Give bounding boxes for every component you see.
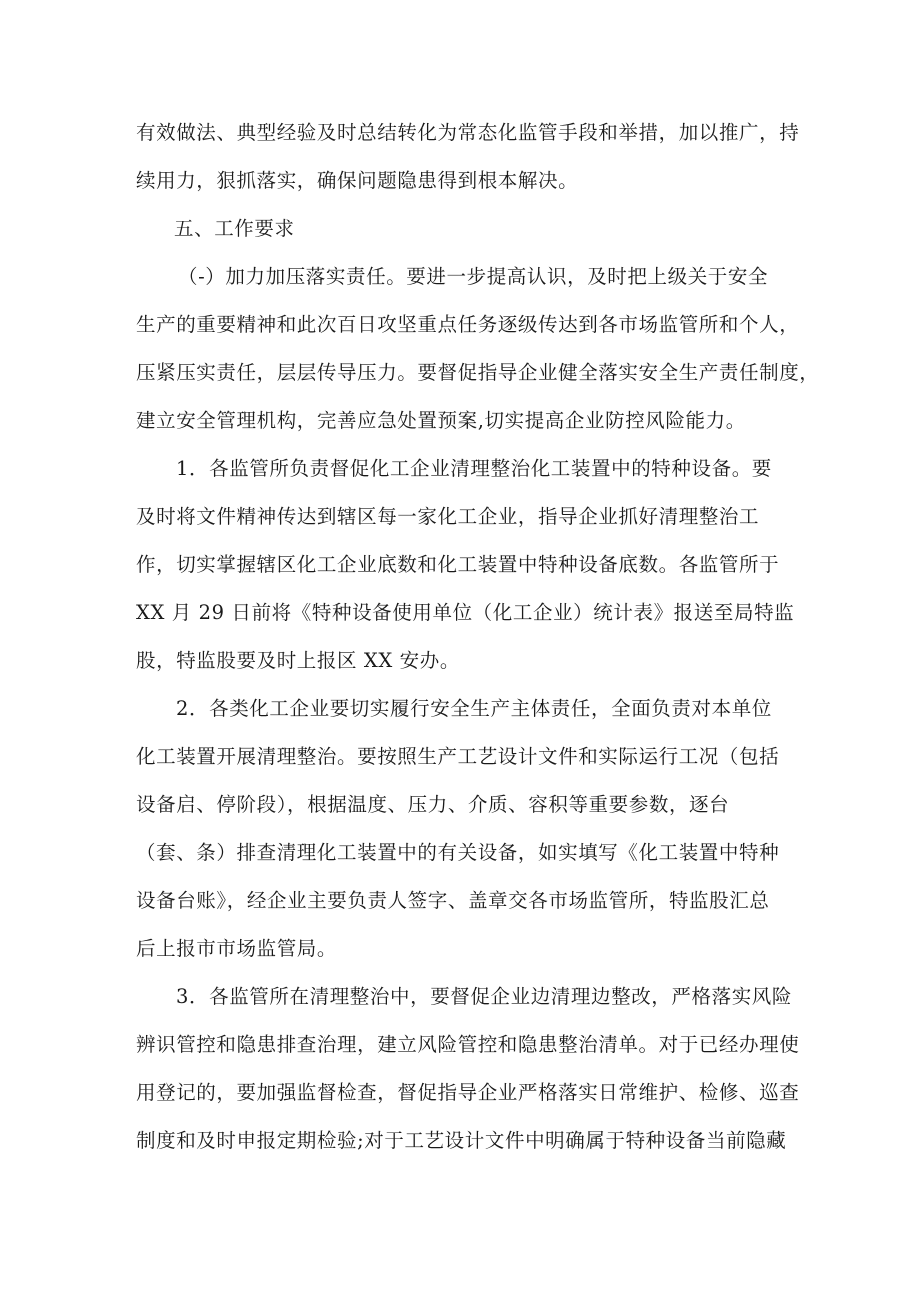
- text-line: 及时将文件精神传达到辖区每一家化工企业，指导企业抓好清理整治工: [136, 505, 760, 528]
- text-line: 3．各监管所在清理整治中，要督促企业边清理边整改，严格落实风险: [176, 985, 793, 1008]
- text-line: 后上报市市场监管局。: [136, 937, 338, 960]
- text-line: 设备台账》，经企业主要负责人签字、盖章交各市场监管所，特监股汇总: [136, 889, 770, 912]
- text-line: 续用力，狠抓落实，确保问题隐患得到根本解决。: [136, 169, 579, 192]
- text-line: （-）加力加压落实责任。要进一步提高认识，及时把上级关于安全: [178, 265, 769, 288]
- text-line: 用登记的，要加强监督检查，督促指导企业严格落实日常维护、检修、巡查: [136, 1081, 800, 1104]
- text-line: 建立安全管理机构，完善应急处置预案,切实提高企业防控风险能力。: [136, 409, 746, 432]
- text-line: XX 月 29 日前将《特种设备使用单位（化工企业）统计表》报送至局特监: [136, 601, 795, 624]
- text-line: （套、条）排查清理化工装置中的有关设备，如实填写《化工装置中特种: [136, 841, 780, 864]
- text-line: 2．各类化工企业要切实履行安全生产主体责任，全面负责对本单位: [176, 697, 772, 720]
- text-line: 股，特监股要及时上报区 XX 安办。: [136, 649, 460, 672]
- text-line: 设备启、停阶段），根据温度、压力、介质、容积等重要参数，逐台: [136, 793, 730, 816]
- text-line: 制度和及时申报定期检验;对于工艺设计文件中明确属于特种设备当前隐藏: [136, 1129, 787, 1152]
- text-line: 1．各监管所负责督促化工企业清理整治化工装置中的特种设备。要: [176, 457, 772, 480]
- text-line: 压紧压实责任，层层传导压力。要督促指导企业健全落实安全生产责任制度，: [136, 361, 820, 384]
- text-line: 作，切实掌握辖区化工企业底数和化工装置中特种设备底数。各监管所于: [136, 553, 780, 576]
- text-line: 化工装置开展清理整治。要按照生产工艺设计文件和实际运行工况（包括: [136, 745, 780, 768]
- section-heading: 五、工作要求: [174, 217, 295, 240]
- text-line: 辨识管控和隐患排查治理，建立风险管控和隐患整治清单。对于已经办理使: [136, 1033, 800, 1056]
- text-line: 生产的重要精神和此次百日攻坚重点任务逐级传达到各市场监管所和个人，: [136, 313, 800, 336]
- text-line: 有效做法、典型经验及时总结转化为常态化监管手段和举措，加以推广，持: [136, 121, 800, 144]
